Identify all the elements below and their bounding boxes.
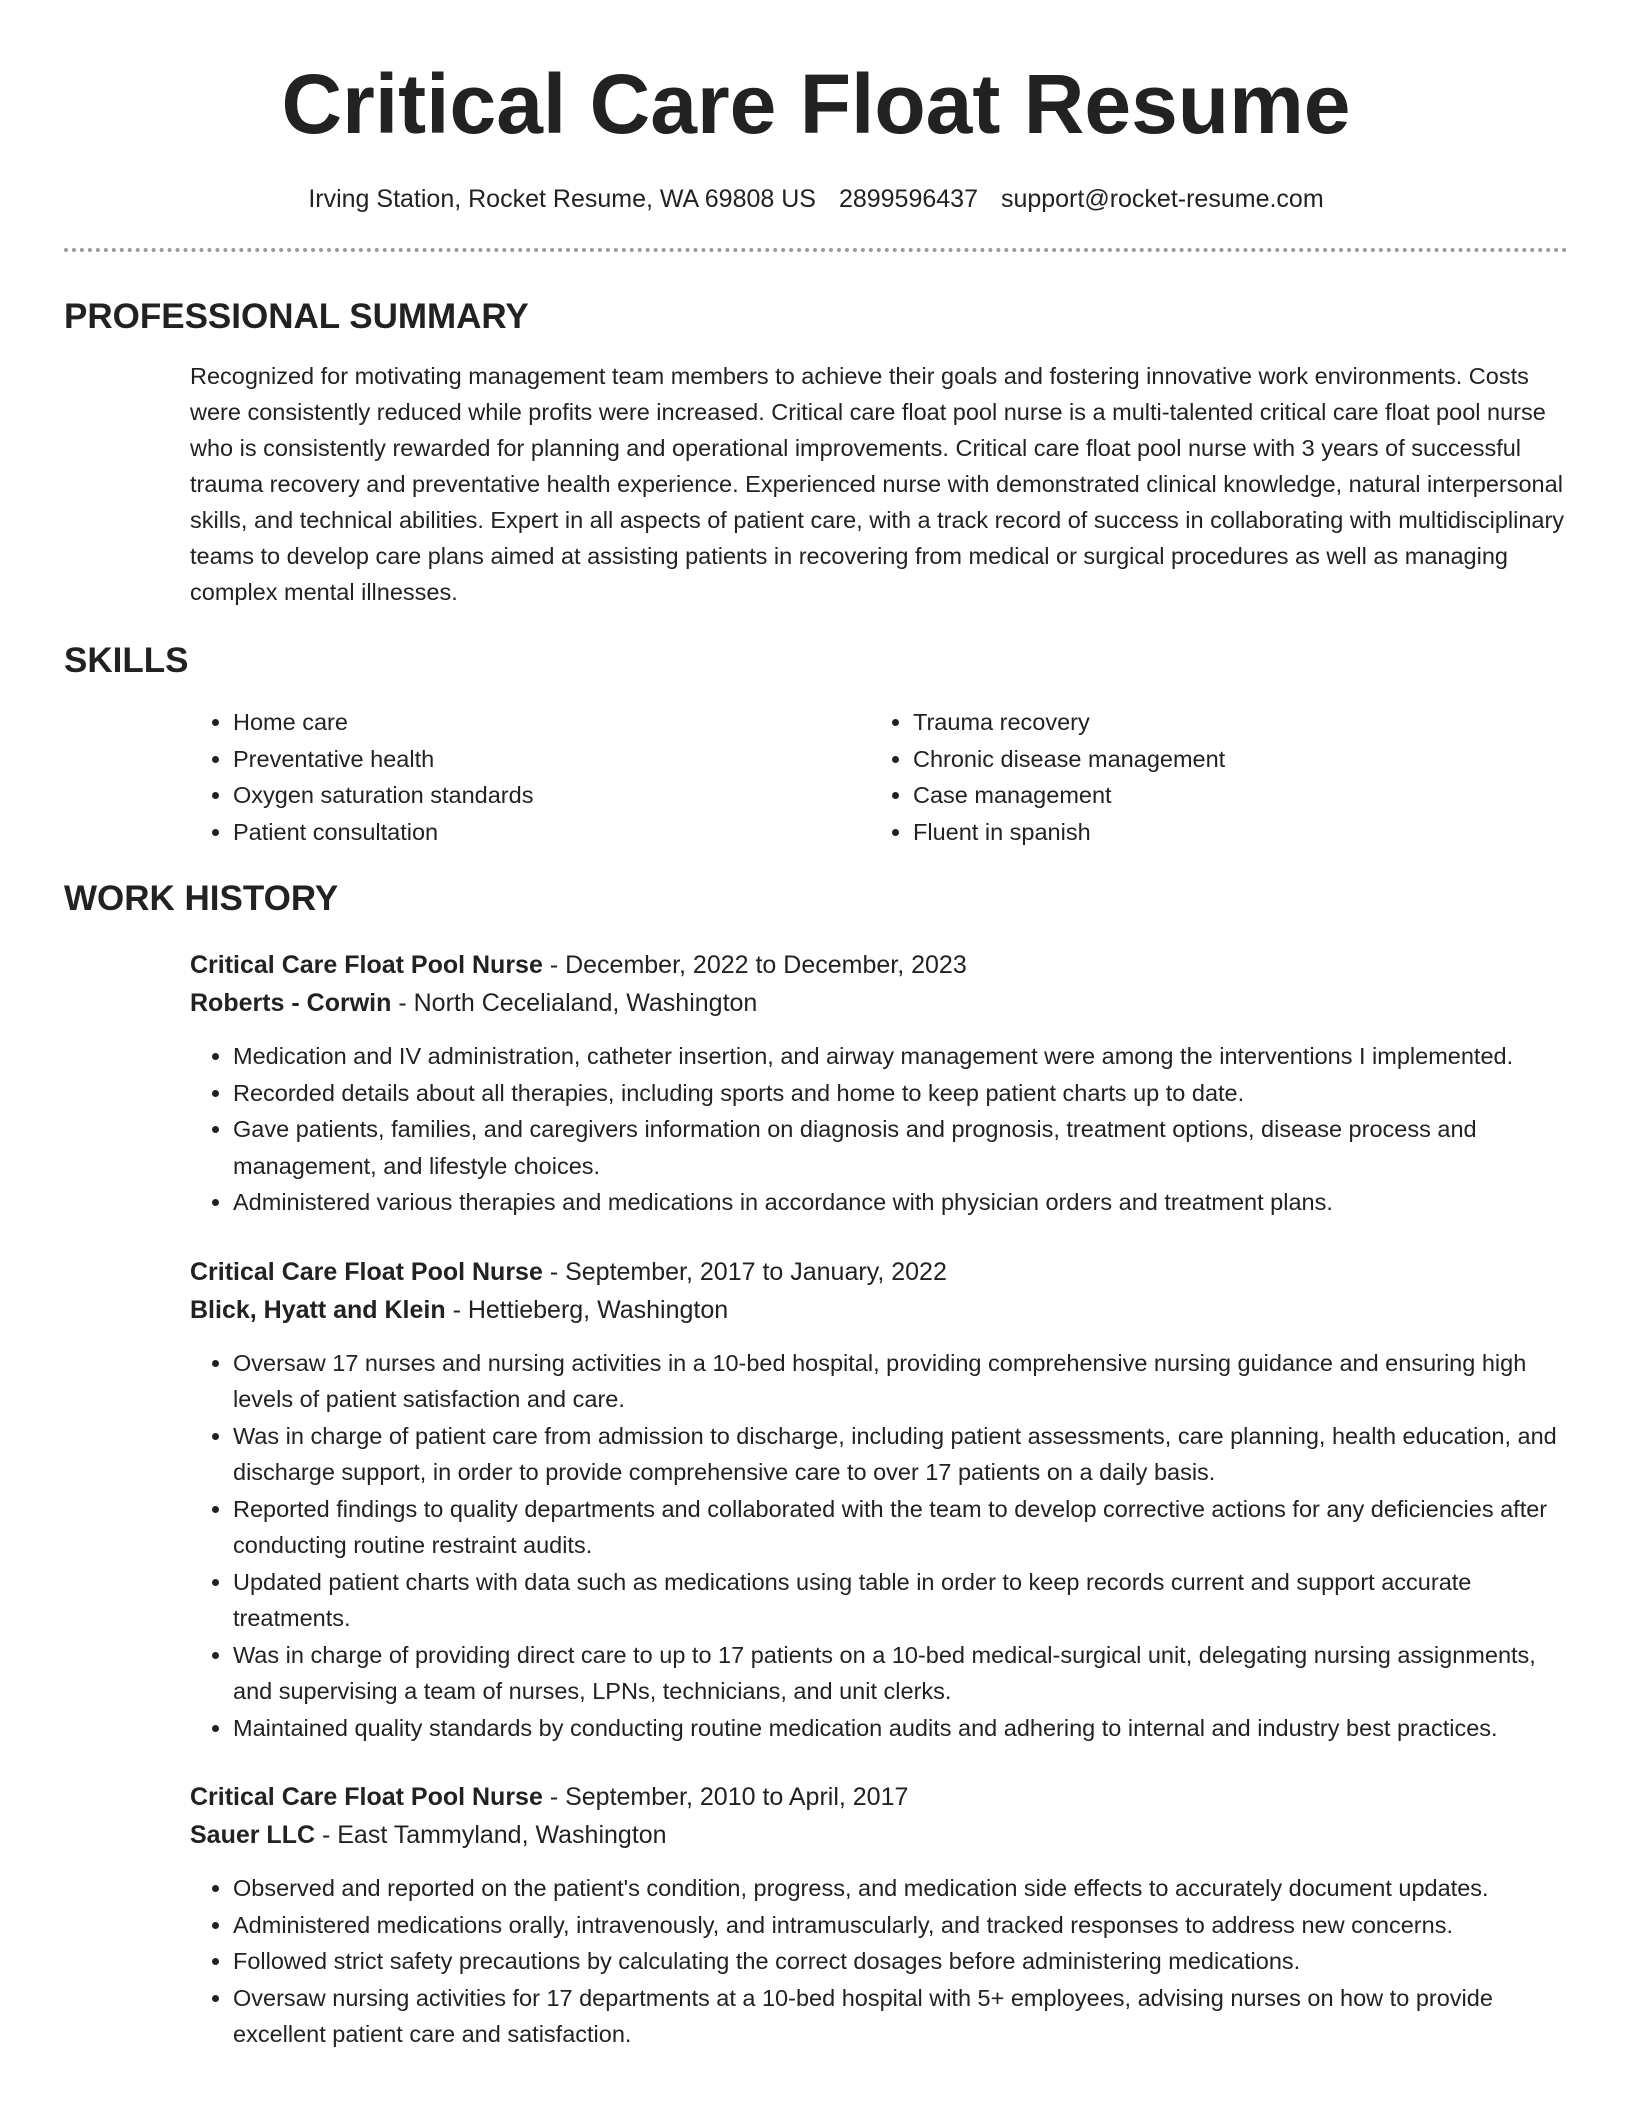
job-title-line — [190, 1778, 1568, 1816]
job-duty: • Followed strict safety precautions by calculating the correct dosages before administering medications. — [233, 1943, 1568, 1980]
job-dates: - September, 2017 to January, 2022 — [542, 1257, 947, 1286]
job-company-line — [190, 1816, 1568, 1854]
job-duty: • Updated patient charts with data such as medications using table in order to keep records current and support accurate treatments. — [233, 1564, 1568, 1637]
job-company-line — [190, 1291, 1568, 1329]
job-entry — [190, 1778, 1568, 2053]
skill-item: • Oxygen saturation standards — [233, 777, 870, 814]
job-entry — [190, 946, 1568, 1221]
job-duties — [190, 1345, 1568, 1747]
job-company-line — [190, 984, 1568, 1022]
skill-item: • Chronic disease management — [913, 741, 1470, 778]
skill-item: • Patient consultation — [233, 814, 870, 851]
job-title: Critical Care Float Pool Nurse — [190, 1257, 543, 1286]
job-title-line — [190, 946, 1568, 984]
job-title: Critical Care Float Pool Nurse — [190, 951, 543, 979]
job-location: - East Tammyland, Washington — [315, 1821, 667, 1849]
contact-email: support@rocket-resume.com — [1000, 185, 1324, 213]
skills-column-left — [190, 704, 870, 850]
job-duties — [190, 1870, 1568, 2053]
job-duty: • Medication and IV administration, catheter insertion, and airway management were among the interventions I implemented. — [233, 1038, 1568, 1075]
skills-list — [190, 704, 1632, 850]
job-duty: • Oversaw 17 nurses and nursing activities in a 10-bed hospital, providing comprehensive nursing guidance and ensuring high levels of patient satisfaction and care. — [233, 1345, 1568, 1418]
job-duty: • Administered medications orally, intravenously, and intramuscularly, and tracked responses to address new concerns. — [233, 1907, 1568, 1944]
job-duties — [190, 1038, 1568, 1221]
summary-heading: PROFESSIONAL SUMMARY — [64, 297, 529, 336]
skills-column-right — [870, 704, 1470, 850]
contact-address: Irving Station, Rocket Resume, WA 69808 US — [308, 185, 816, 213]
skill-item: • Fluent in spanish — [913, 814, 1470, 851]
resume-title: Critical Care Float Resume — [281, 57, 1351, 151]
job-duty: • Was in charge of patient care from admission to discharge, including patient assessments, care planning, health education, and discharge support, in order to provide comprehensive care to over 17 patients on a daily basis. — [233, 1418, 1568, 1491]
job-duty: • Administered various therapies and medications in accordance with physician orders and treatment plans. — [233, 1184, 1568, 1221]
job-location: - Hettieberg, Washington — [445, 1295, 729, 1324]
contact-line — [0, 184, 1632, 214]
header-divider — [64, 248, 1568, 252]
job-company: Roberts - Corwin — [190, 989, 392, 1017]
job-duty: • Was in charge of providing direct care to up to 17 patients on a 10-bed medical-surgical unit, delegating nursing assignments, and supervising a team of nurses, LPNs, technicians, and unit clerks. — [233, 1637, 1568, 1710]
skill-item: • Trauma recovery — [913, 704, 1470, 741]
job-company: Blick, Hyatt and Klein — [190, 1295, 446, 1324]
job-duty: • Oversaw nursing activities for 17 departments at a 10-bed hospital with 5+ employees, advising nurses on how to provide excellent patient care and satisfaction. — [233, 1980, 1568, 2053]
skill-item: • Home care — [233, 704, 870, 741]
job-dates: - September, 2010 to April, 2017 — [542, 1783, 909, 1811]
job-duty: • Observed and reported on the patient's condition, progress, and medication side effects to accurately document updates. — [233, 1870, 1568, 1907]
job-duty: • Gave patients, families, and caregivers information on diagnosis and prognosis, treatment options, disease process and management, and lifestyle choices. — [233, 1111, 1568, 1184]
summary-text: Recognized for motivating management team members to achieve their goals and fostering innovative work environments. Costs were consistently reduced while profits were increased. Critical care float pool nurse is a multi-talented critical care float pool nurse who is consistently rewarded for planning and operational improvements. Critical care float pool nurse with 3 years of successful trauma recovery and preventative health experience. Experienced nurse with demonstrated clinical knowledge, natural interpersonal skills, and technical abilities. Expert in all aspects of patient care, with a track record of success in collaborating with multidisciplinary teams to develop care plans aimed at assisting patients in recovering from medical or surgical procedures as well as managing complex mental illnesses. — [190, 363, 1565, 605]
skill-item: • Preventative health — [233, 741, 870, 778]
job-company: Sauer LLC — [190, 1821, 316, 1849]
job-entry — [190, 1253, 1568, 1747]
job-duty: • Maintained quality standards by conducting routine medication audits and adhering to internal and industry best practices. — [233, 1710, 1568, 1747]
job-title: Critical Care Float Pool Nurse — [190, 1783, 543, 1811]
job-dates: - December, 2022 to December, 2023 — [542, 951, 967, 979]
job-location: - North Cecelialand, Washington — [391, 989, 758, 1017]
job-title-line — [190, 1253, 1568, 1291]
skills-heading: SKILLS — [64, 641, 189, 680]
work-history-heading: WORK HISTORY — [64, 879, 339, 918]
skill-item: • Case management — [913, 777, 1470, 814]
job-duty: • Reported findings to quality departments and collaborated with the team to develop corrective actions for any deficiencies after conducting routine restraint audits. — [233, 1491, 1568, 1564]
contact-phone: 2899596437 — [838, 185, 978, 213]
job-duty: • Recorded details about all therapies, including sports and home to keep patient charts up to date. — [233, 1075, 1568, 1112]
